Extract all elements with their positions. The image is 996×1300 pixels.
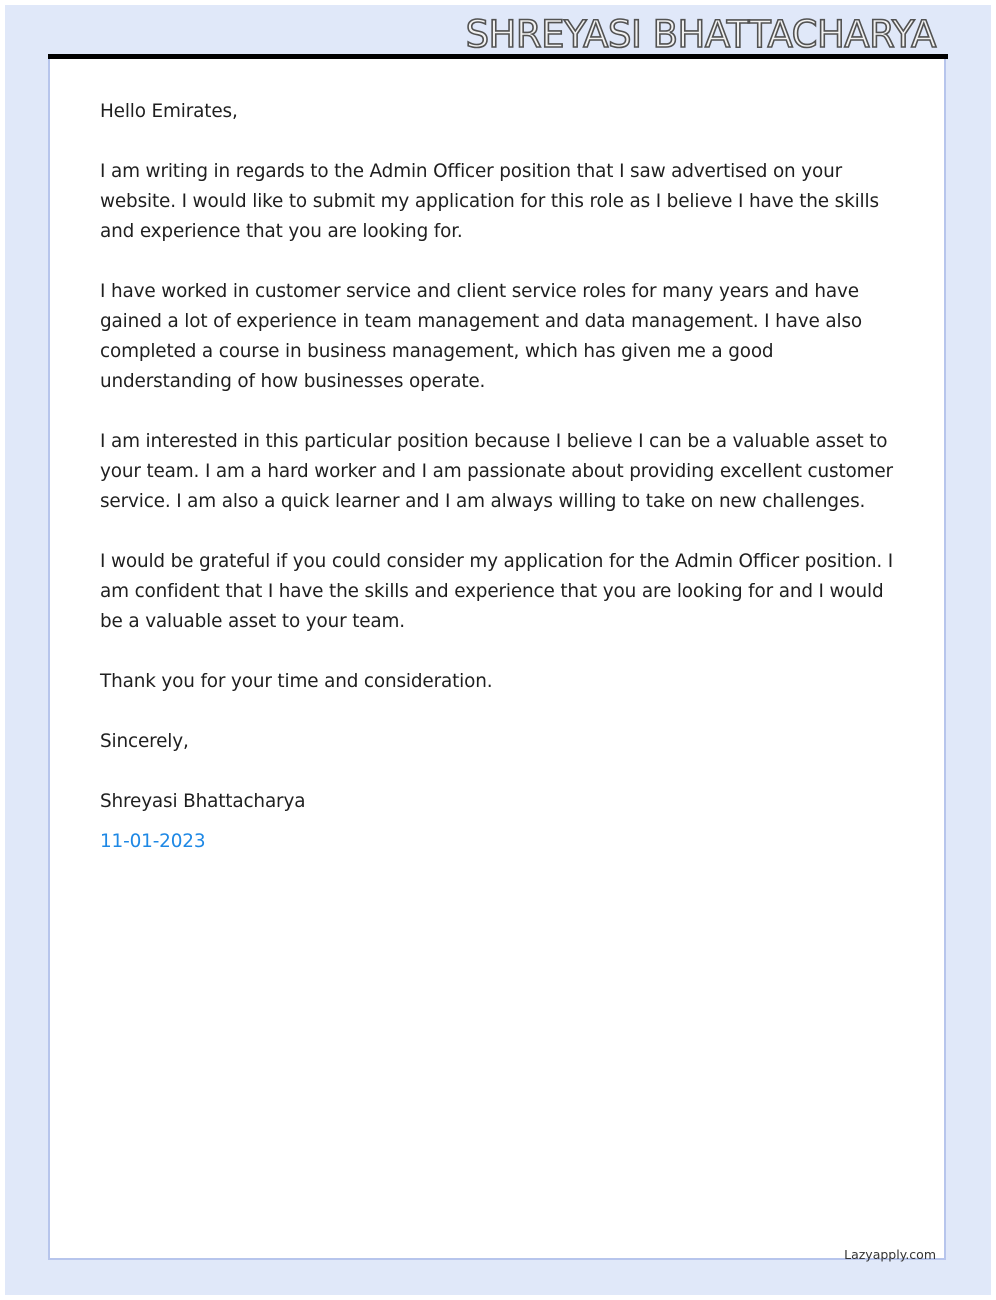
letter-greeting: Hello Emirates, bbox=[100, 101, 238, 122]
footer-brand-text: Lazyapply.com bbox=[844, 1247, 936, 1262]
letter-paragraph-3: I am interested in this particular position because I believe I can be a valuable asset to your team. I am a hard worker and I am passionate about providing excellent customer service. I am also a quick learner and I am always willing to take on new challenges. bbox=[100, 431, 893, 512]
letter-closing: Sincerely, bbox=[100, 731, 189, 752]
letter-paragraph-4: I would be grateful if you could consider my application for the Admin Officer position. I am confident that I have the skills and experience that you are looking for and I would be a valuable asset to your team. bbox=[100, 551, 893, 632]
letter-paragraph-1: I am writing in regards to the Admin Officer position that I saw advertised on your website. I would like to submit my application for this role as I believe I have the skills and experience that you are looking for. bbox=[100, 161, 879, 242]
letter-date: 11-01-2023 bbox=[100, 831, 206, 852]
applicant-name-heading: SHREYASI BHATTACHARYA bbox=[465, 13, 936, 56]
cover-letter-body bbox=[100, 97, 895, 857]
letter-paragraph-2: I have worked in customer service and client service roles for many years and have gained a lot of experience in team management and data management. I have also completed a course in business management, which has given me a good understanding of how businesses operate. bbox=[100, 281, 862, 392]
letter-signature: Shreyasi Bhattacharya bbox=[100, 791, 306, 812]
letter-thanks: Thank you for your time and consideration. bbox=[100, 671, 493, 692]
